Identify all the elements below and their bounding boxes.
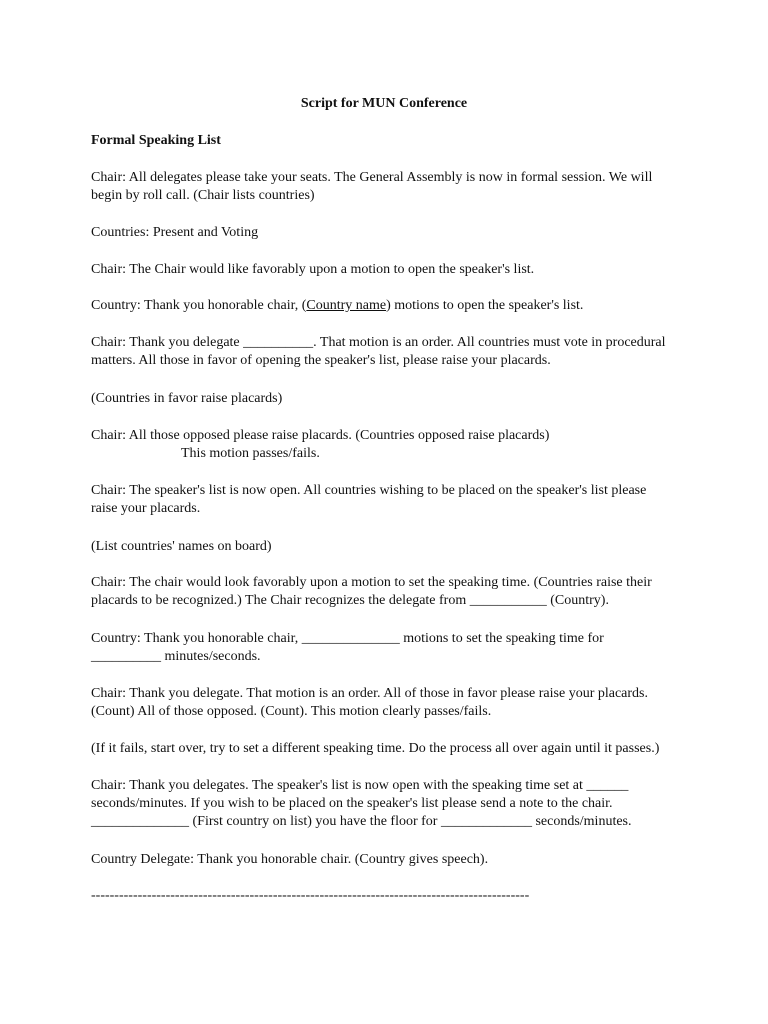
dashed-separator: ---------------------------------------------------------------------------------------------- (91, 888, 530, 903)
paragraph-line: Chair: All delegates please take your seats. The General Assembly is now in formal session. We will (91, 170, 653, 185)
text-segment: Country: Thank you honorable chair, ( (91, 298, 307, 313)
paragraph-country-speaking-time (91, 630, 721, 666)
paragraph-line: __________ minutes/seconds. (91, 649, 261, 664)
page-title: Script for MUN Conference (300, 96, 468, 111)
paragraph-line: matters. All those in favor of opening the speaker's list, please raise your placards. (91, 353, 551, 368)
paragraph-speaking-time (91, 574, 721, 610)
paragraph-line: Chair: The speaker's list is now open. All countries wishing to be placed on the speaker's list please (91, 483, 647, 498)
paragraph-delegate-speech: Country Delegate: Thank you honorable chair. (Country gives speech). (91, 852, 489, 867)
paragraph-line-indented: This motion passes/fails. (181, 446, 320, 461)
paragraph-line: Chair: The chair would look favorably upon a motion to set the speaking time. (Countries raise their (91, 575, 652, 590)
paragraph-list-open (91, 482, 721, 518)
underlined-country-name: Country name (306, 298, 387, 313)
paragraph-floor (91, 777, 721, 831)
paragraph-opposed (91, 427, 721, 463)
paragraph-line: Chair: Thank you delegate. That motion is an order. All of those in favor please raise your placards. (91, 686, 648, 701)
paragraph-line: (Count) All of those opposed. (Count). This motion clearly passes/fails. (91, 704, 492, 719)
paragraph-line: begin by roll call. (Chair lists countries) (91, 188, 315, 203)
paragraph-open-list-request: Chair: The Chair would like favorably upon a motion to open the speaker's list. (91, 262, 535, 277)
paragraph-line: raise your placards. (91, 501, 201, 516)
paragraph-roll-call (91, 169, 721, 205)
section-heading: Formal Speaking List (91, 133, 221, 148)
paragraph-present-voting: Countries: Present and Voting (91, 225, 259, 240)
text-segment: ) motions to open the speaker's list. (386, 298, 584, 313)
paragraph-line: Chair: All those opposed please raise placards. (Countries opposed raise placards) (91, 428, 550, 443)
paragraph-list-names: (List countries' names on board) (91, 539, 272, 554)
paragraph-country-motion (91, 297, 721, 315)
paragraph-if-fails: (If it fails, start over, try to set a different speaking time. Do the process all over again until it passes.) (91, 741, 660, 756)
paragraph-line: Chair: Thank you delegate __________. That motion is an order. All countries must vote in procedural (91, 335, 666, 350)
paragraph-line: placards to be recognized.) The Chair recognizes the delegate from ___________ (Country). (91, 593, 609, 608)
paragraph-line: seconds/minutes. If you wish to be placed on the speaker's list please send a note to the chair. (91, 796, 613, 811)
paragraph-line: Chair: Thank you delegates. The speaker's list is now open with the speaking time set at ______ (91, 778, 629, 793)
paragraph-line: Country: Thank you honorable chair, ______________ motions to set the speaking time for (91, 631, 604, 646)
paragraph-vote-procedural (91, 334, 721, 370)
paragraph-favor-placards: (Countries in favor raise placards) (91, 391, 283, 406)
paragraph-line: ______________ (First country on list) you have the floor for _____________ seconds/minutes. (91, 814, 632, 829)
paragraph-motion-passes (91, 685, 721, 721)
